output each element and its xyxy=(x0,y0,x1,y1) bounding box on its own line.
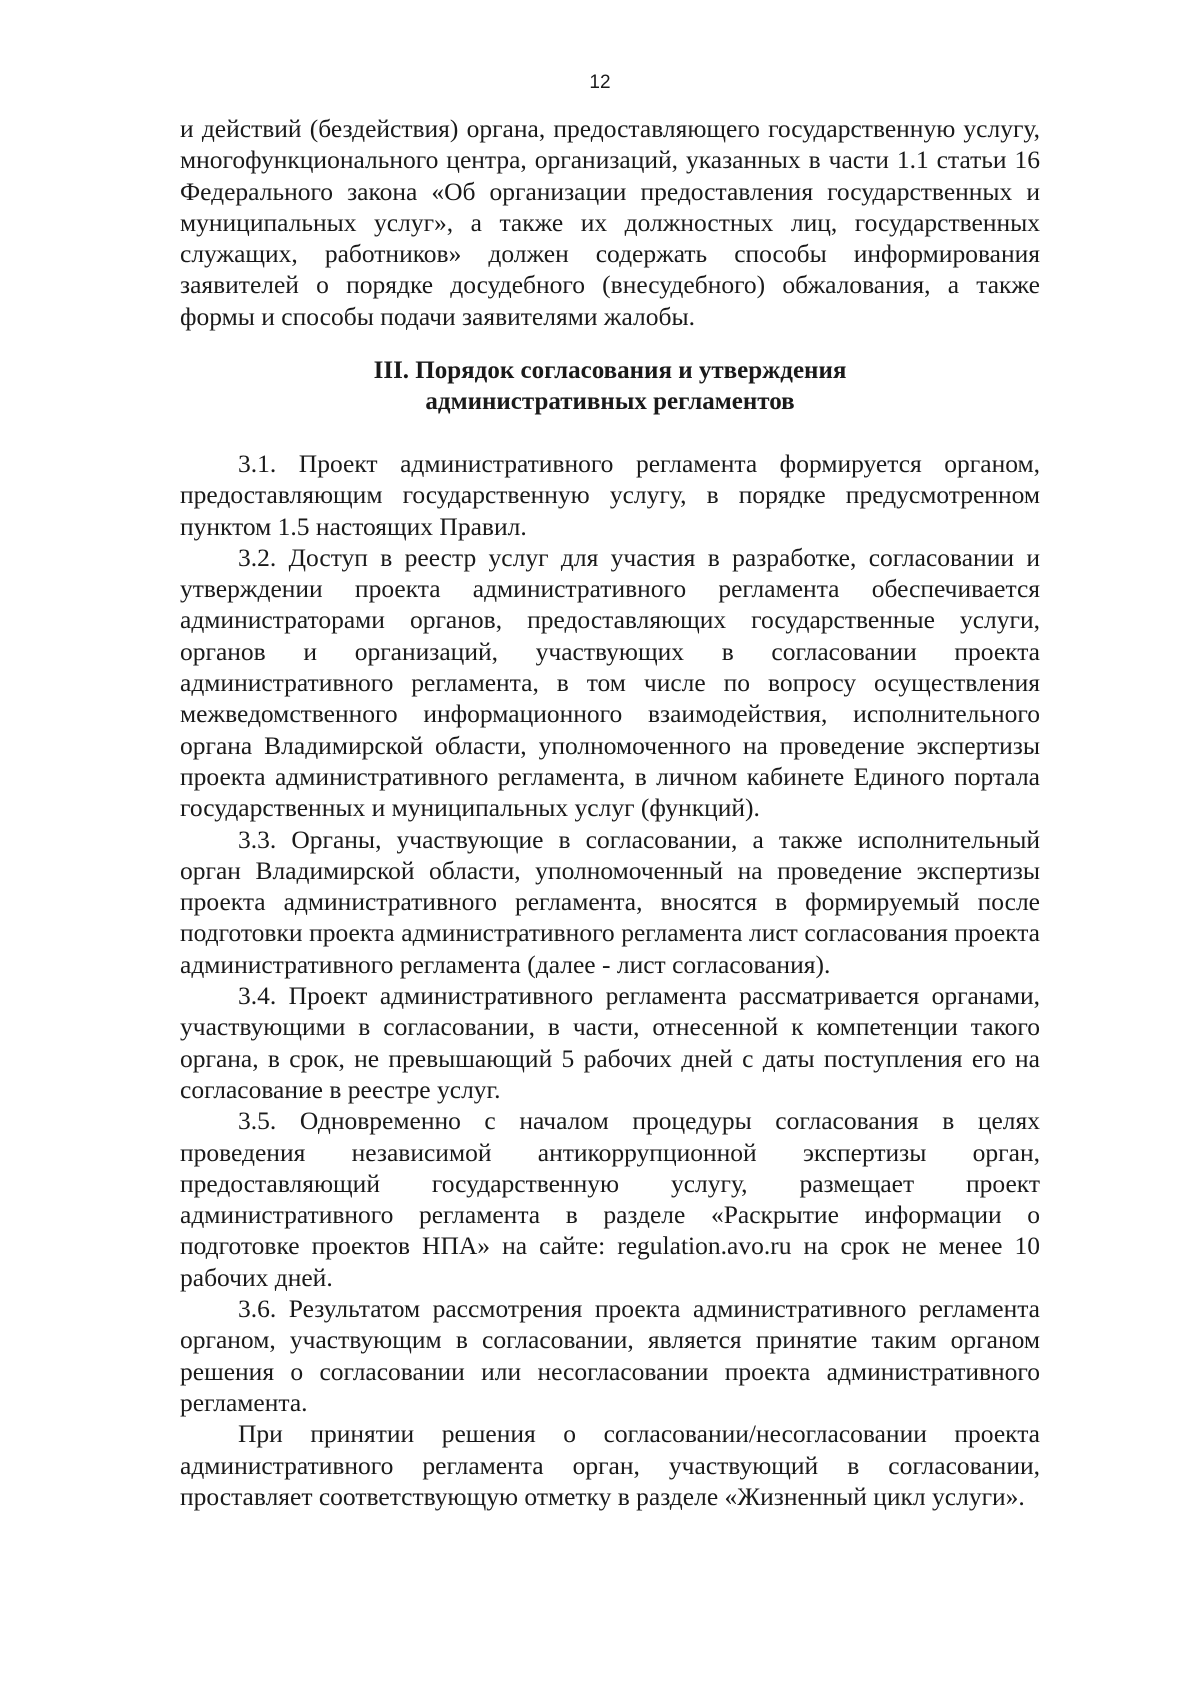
section-heading-line-1: III. Порядок согласования и утверждения xyxy=(373,357,847,384)
paragraph-3-2: 3.2. Доступ в реестр услуг для участия в разработке, согласовании и утверждении проекта административного регламента обеспечивается администраторами органов, предоставляющих государственные услуги, органов и организаций, участвующих в согласовании проекта административного регламента, в том числе по вопросу осуществления межведомственного информационного взаимодействия, исполнительного органа Владимирской области, уполномоченного на проведение экспертизы проекта административного регламента, в личном кабинете Единого портала государственных и муниципальных услуг (функций). xyxy=(180,542,1040,823)
paragraph-3-5: 3.5. Одновременно с началом процедуры согласования в целях проведения независимой антикоррупционной экспертизы орган, предоставляющий государственную услугу, размещает проект административного регламента в разделе «Раскрытие информации о подготовке проектов НПА» на сайте: regulation.avo.ru на срок не менее 10 рабочих дней. xyxy=(180,1106,1040,1292)
intro-paragraph: и действий (бездействия) органа, предоставляющего государственную услугу, многофункционального центра, организаций, указанных в части 1.1 статьи 16 Федерального закона «Об организации предоставления государственных и муниципальных услуг», а также их должностных лиц, государственных служащих, работников» должен содержать способы информирования заявителей о порядке досудебного (внесудебного) обжалования, а также формы и способы подачи заявителями жалобы. xyxy=(180,114,1040,331)
intro-text-block xyxy=(180,113,1040,332)
paragraph-3-1: 3.1. Проект административного регламента формируется органом, предоставляющим государственную услугу, в порядке предусмотренном пунктом 1.5 настоящих Правил. xyxy=(180,449,1040,541)
paragraph-3-3: 3.3. Органы, участвующие в согласовании, а также исполнительный орган Владимирской области, уполномоченный на проведение экспертизы проекта административного регламента, вносятся в формируемый после подготовки проекта административного регламента лист согласования проекта административного регламента (далее - лист согласования). xyxy=(180,824,1040,979)
paragraph-3-4: 3.4. Проект административного регламента рассматривается органами, участвующими в согласовании, в части, отнесенной к компетенции такого органа, в срок, не превышающий 5 рабочих дней с даты поступления его на согласование в реестре услуг. xyxy=(180,981,1040,1104)
paragraph-3-6-continuation: При принятии решения о согласовании/несогласовании проекта административного регламента орган, участвующий в согласовании, проставляет соответствующую отметку в разделе «Жизненный цикл услуги». xyxy=(180,1419,1040,1511)
section-body xyxy=(180,448,1040,1512)
section-heading-line-2: административных регламентов xyxy=(425,388,795,415)
section-heading xyxy=(180,355,1040,417)
page-number: 12 xyxy=(589,72,611,93)
paragraph-3-6: 3.6. Результатом рассмотрения проекта административного регламента органом, участвующим в согласовании, является принятие таким органом решения о согласовании или несогласовании проекта административного регламента. xyxy=(180,1294,1040,1417)
